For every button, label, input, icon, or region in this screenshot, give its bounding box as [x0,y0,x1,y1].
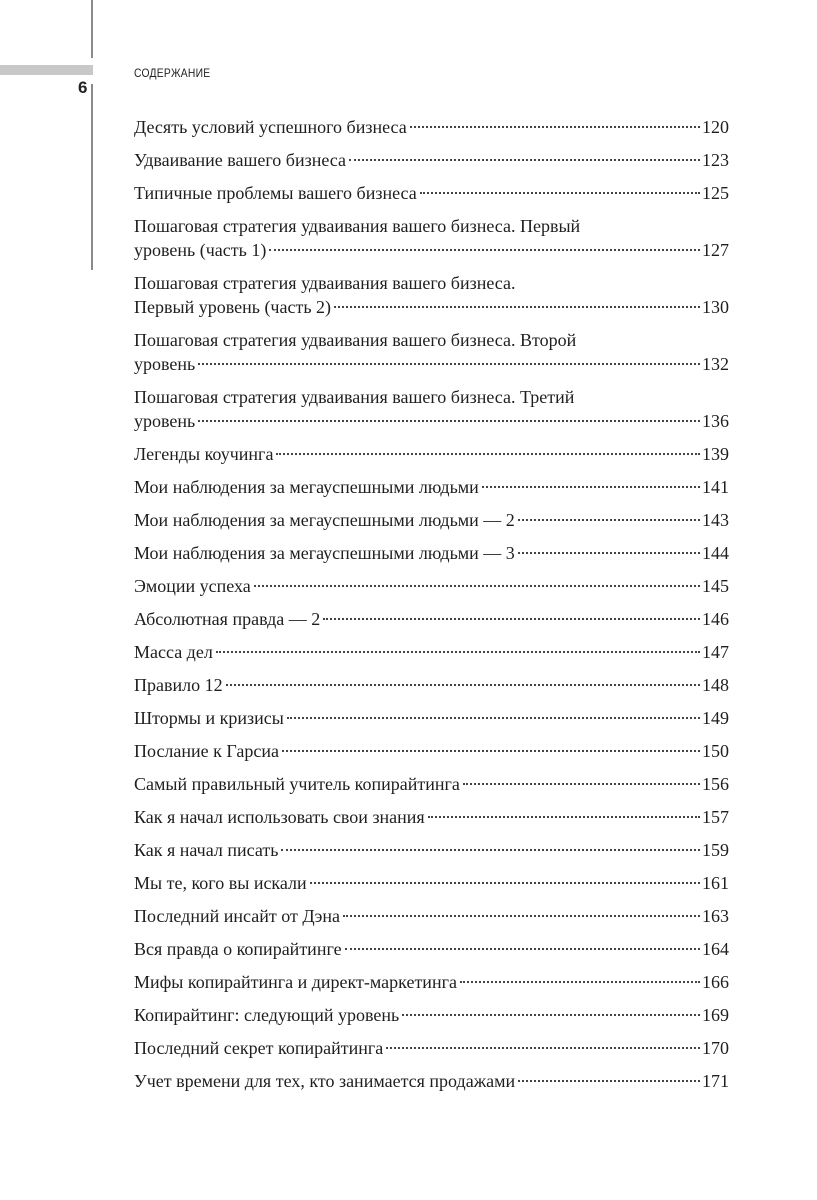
toc-entry-title: Учет времени для тех, кто занимается продажами [134,1071,516,1091]
toc-entry-title: Пошаговая стратегия удваивания вашего бизнеса. [134,273,516,293]
toc-entry-page: 130 [702,297,729,317]
toc-entry-title: Мои наблюдения за мегауспешными людьми — 3 [134,543,515,563]
margin-rule-top [91,0,93,58]
toc-entry-title: Легенды коучинга [134,444,274,464]
toc-entry-page: 147 [702,642,729,662]
toc-entry-page: 148 [702,675,729,695]
dot-leader [282,750,700,752]
dot-leader [410,126,700,128]
toc-entry-page: 166 [702,972,729,992]
dot-leader [428,816,700,818]
toc-entry-page: 145 [702,576,729,596]
toc-entry-title: Послание к Гарсиа [134,741,279,761]
toc-entry-title: Десять условий успешного бизнеса [134,117,407,137]
toc-entry [134,148,729,172]
toc-entry-page: 159 [702,840,729,860]
toc-entry-page: 141 [702,477,729,497]
toc-entry-title-continued: уровень [134,411,196,431]
toc-entry-page: 146 [702,609,729,629]
toc-entry-page: 143 [702,510,729,530]
toc-entry-page: 132 [702,354,729,374]
toc-entry-title: Штормы и кризисы [134,708,284,728]
dot-leader [334,306,700,308]
toc-entry [134,574,729,598]
toc-entry-title-continued: Первый уровень (часть 2) [134,297,332,317]
toc-entry-page: 144 [702,543,729,563]
dot-leader [198,363,700,365]
toc-entry [134,115,729,139]
dot-leader [343,915,700,917]
dot-leader [323,618,700,620]
toc-entry-page: 157 [702,807,729,827]
dot-leader [254,585,700,587]
toc-entry [134,1069,729,1093]
toc-entry-title: Пошаговая стратегия удваивания вашего бизнеса. Первый [134,216,581,236]
dot-leader [276,453,700,455]
toc-entry [134,181,729,205]
toc-entry-page: 149 [702,708,729,728]
toc-entry-title: Копирайтинг: следующий уровень [134,1005,400,1025]
toc-entry [134,937,729,961]
dot-leader [463,783,700,785]
toc-entry-page: 123 [702,150,729,170]
toc-entry [134,385,729,433]
toc-entry [134,871,729,895]
toc-entry-title: Мои наблюдения за мегауспешными людьми [134,477,479,497]
dot-leader [226,684,700,686]
toc-entry [134,475,729,499]
toc-entry-title: Самый правильный учитель копирайтинга [134,774,460,794]
toc-entry-title: Мои наблюдения за мегауспешными людьми — 2 [134,510,515,530]
toc-entry-title: Вся правда о копирайтинге [134,939,342,959]
dot-leader [386,1047,700,1049]
toc-entry-page: 169 [702,1005,729,1025]
dot-leader [269,249,700,251]
toc-entry-title: Удваивание вашего бизнеса [134,150,346,170]
toc-entry-page: 161 [702,873,729,893]
toc-entry-title: Последний секрет копирайтинга [134,1038,384,1058]
dot-leader [287,717,700,719]
dot-leader [518,552,700,554]
dot-leader [349,159,700,161]
toc-entry [134,1036,729,1060]
toc-entry-title-continued: уровень (часть 1) [134,240,267,260]
toc-entry [134,1003,729,1027]
toc-entry-page: 164 [702,939,729,959]
toc-entry-title-continued: уровень [134,354,196,374]
toc-entry-page: 150 [702,741,729,761]
toc-entry-page: 163 [702,906,729,926]
toc-entry-title: Последний инсайт от Дэна [134,906,340,926]
toc-entry [134,541,729,565]
toc-entry-page: 170 [702,1038,729,1058]
table-of-contents [134,115,729,1102]
toc-entry-page: 136 [702,411,729,431]
toc-entry-title: Масса дел [134,642,213,662]
toc-entry [134,739,729,763]
toc-entry-page: 139 [702,444,729,464]
page-number: 6 [78,78,88,97]
toc-entry [134,904,729,928]
toc-entry [134,271,729,319]
dot-leader [310,882,700,884]
toc-entry-title: Как я начал писать [134,840,279,860]
dot-leader [345,948,700,950]
section-title: СОДЕРЖАНИЕ [134,66,211,80]
dot-leader [281,849,700,851]
page-tab-bar [0,65,93,75]
dot-leader [420,192,700,194]
toc-entry-title: Правило 12 [134,675,223,695]
toc-entry-page: 120 [702,117,729,137]
dot-leader [216,651,700,653]
dot-leader [518,519,700,521]
toc-entry-page: 125 [702,183,729,203]
dot-leader [460,981,700,983]
dot-leader [482,486,700,488]
margin-rule-bottom [91,84,93,270]
toc-entry [134,970,729,994]
toc-entry [134,805,729,829]
toc-entry [134,838,729,862]
toc-entry-page: 156 [702,774,729,794]
toc-entry [134,607,729,631]
toc-entry-title: Пошаговая стратегия удваивания вашего бизнеса. Третий [134,387,575,407]
toc-entry-title: Мифы копирайтинга и директ-маркетинга [134,972,457,992]
toc-entry-title: Мы те, кого вы искали [134,873,307,893]
toc-entry-title: Как я начал использовать свои знания [134,807,425,827]
toc-entry-title: Пошаговая стратегия удваивания вашего бизнеса. Второй [134,330,577,350]
dot-leader [198,420,700,422]
toc-entry [134,673,729,697]
toc-entry [134,706,729,730]
toc-entry [134,772,729,796]
toc-entry-page: 171 [702,1071,729,1091]
toc-entry [134,640,729,664]
toc-entry-title: Типичные проблемы вашего бизнеса [134,183,417,203]
toc-entry [134,508,729,532]
toc-entry-page: 127 [702,240,729,260]
toc-entry [134,328,729,376]
dot-leader [402,1014,700,1016]
dot-leader [518,1080,700,1082]
toc-entry [134,442,729,466]
toc-entry [134,214,729,262]
toc-entry-title: Эмоции успеха [134,576,251,596]
toc-entry-title: Абсолютная правда — 2 [134,609,321,629]
